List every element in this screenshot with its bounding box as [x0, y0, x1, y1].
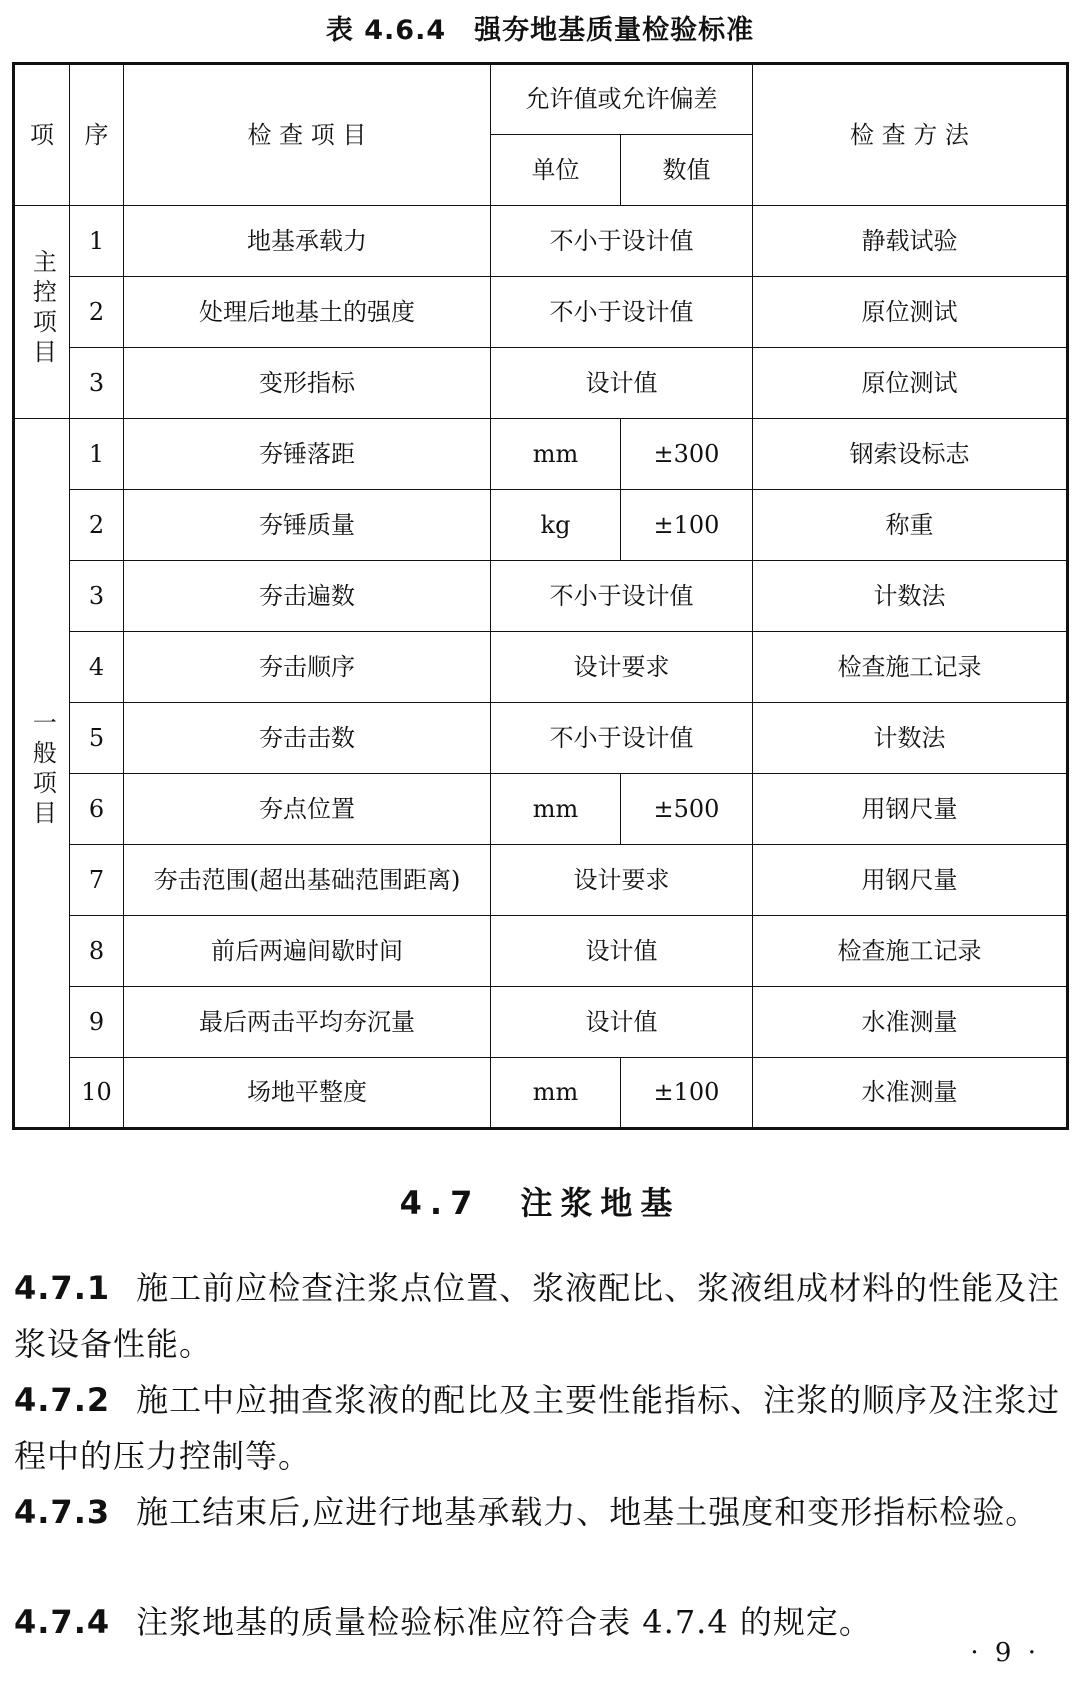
header-row: [14, 64, 1068, 135]
cell-check-item: 夯击顺序: [124, 632, 491, 703]
table-row: [14, 916, 1068, 987]
cell-method: 计数法: [753, 561, 1068, 632]
clause-text: 施工前应检查注浆点位置、浆液配比、浆液组成材料的性能及注浆设备性能。: [14, 1269, 1061, 1363]
table-row: [14, 277, 1068, 348]
cell-unit: mm: [491, 774, 621, 845]
cell-method: 水准测量: [753, 1058, 1068, 1129]
cell-seq: 4: [70, 632, 124, 703]
cell-allowance: 不小于设计值: [491, 277, 753, 348]
header-value: 数值: [621, 135, 753, 206]
cell-check-item: 变形指标: [124, 348, 491, 419]
cell-method: 检查施工记录: [753, 916, 1068, 987]
cell-allowance: 不小于设计值: [491, 561, 753, 632]
header-method: 检 查 方 法: [753, 64, 1068, 206]
cell-allowance: 设计值: [491, 916, 753, 987]
cell-method: 原位测试: [753, 348, 1068, 419]
cell-check-item: 夯点位置: [124, 774, 491, 845]
quality-standard-table: [12, 62, 1069, 1130]
header-allowance: 允许值或允许偏差: [491, 64, 753, 135]
cell-seq: 2: [70, 277, 124, 348]
cell-allowance: 设计要求: [491, 632, 753, 703]
cell-seq: 8: [70, 916, 124, 987]
table-row: [14, 845, 1068, 916]
cell-unit: mm: [491, 1058, 621, 1129]
header-seq: 序: [70, 64, 124, 206]
clause-number: 4.7.3: [14, 1493, 111, 1531]
page-number: · 9 ·: [970, 1638, 1040, 1668]
cell-check-item: 夯击范围(超出基础范围距离): [124, 845, 491, 916]
main-control-label: [14, 206, 70, 419]
clause-number: 4.7.4: [14, 1603, 111, 1641]
clause-number: 4.7.2: [14, 1381, 111, 1419]
header-check-item: 检 查 项 目: [124, 64, 491, 206]
cell-value: ±500: [621, 774, 753, 845]
cell-allowance: 设计要求: [491, 845, 753, 916]
cell-unit: mm: [491, 419, 621, 490]
cell-value: ±100: [621, 490, 753, 561]
cell-allowance: 不小于设计值: [491, 703, 753, 774]
clause-text: 施工中应抽查浆液的配比及主要性能指标、注浆的顺序及注浆过程中的压力控制等。: [14, 1381, 1061, 1475]
clause-number: 4.7.1: [14, 1269, 111, 1307]
cell-method: 静载试验: [753, 206, 1068, 277]
table-row: [14, 774, 1068, 845]
section-title: 4.7 注浆地基: [399, 1184, 681, 1222]
clause-text: 注浆地基的质量检验标准应符合表 4.7.4 的规定。: [136, 1603, 872, 1641]
clause-paragraph: [14, 1484, 1064, 1540]
cell-allowance: 设计值: [491, 987, 753, 1058]
cell-method: 称重: [753, 490, 1068, 561]
cell-seq: 1: [70, 206, 124, 277]
table-row: [14, 987, 1068, 1058]
table-row: [14, 206, 1068, 277]
cell-unit: kg: [491, 490, 621, 561]
cell-seq: 5: [70, 703, 124, 774]
cell-seq: 9: [70, 987, 124, 1058]
cell-value: ±300: [621, 419, 753, 490]
table-row: [14, 490, 1068, 561]
cell-check-item: 夯击击数: [124, 703, 491, 774]
cell-allowance: 设计值: [491, 348, 753, 419]
cell-method: 计数法: [753, 703, 1068, 774]
table-row: [14, 632, 1068, 703]
cell-allowance: 不小于设计值: [491, 206, 753, 277]
cell-seq: 2: [70, 490, 124, 561]
cell-method: 钢索设标志: [753, 419, 1068, 490]
cell-check-item: 夯锤落距: [124, 419, 491, 490]
clause-paragraph: [14, 1372, 1064, 1484]
cell-check-item: 处理后地基土的强度: [124, 277, 491, 348]
header-item: 项: [14, 64, 70, 206]
cell-seq: 6: [70, 774, 124, 845]
cell-check-item: 最后两击平均夯沉量: [124, 987, 491, 1058]
cell-check-item: 场地平整度: [124, 1058, 491, 1129]
table-row: [14, 348, 1068, 419]
table-row: [14, 703, 1068, 774]
general-items-label: [14, 419, 70, 1129]
table-caption: 表 4.6.4 强夯地基质量检验标准: [325, 15, 755, 46]
table-row: [14, 561, 1068, 632]
cell-value: ±100: [621, 1058, 753, 1129]
clause-text: 施工结束后,应进行地基承载力、地基土强度和变形指标检验。: [136, 1493, 1039, 1531]
cell-check-item: 夯击遍数: [124, 561, 491, 632]
header-unit: 单位: [491, 135, 621, 206]
cell-check-item: 前后两遍间歇时间: [124, 916, 491, 987]
cell-seq: 7: [70, 845, 124, 916]
cell-method: 用钢尺量: [753, 845, 1068, 916]
table-row: [14, 1058, 1068, 1129]
main-control-label-text: 主控项目: [28, 248, 57, 369]
general-items-label-text: 一般项目: [28, 709, 57, 830]
cell-method: 检查施工记录: [753, 632, 1068, 703]
clause-paragraph: [14, 1260, 1064, 1372]
cell-seq: 10: [70, 1058, 124, 1129]
cell-check-item: 地基承载力: [124, 206, 491, 277]
cell-check-item: 夯锤质量: [124, 490, 491, 561]
cell-method: 水准测量: [753, 987, 1068, 1058]
cell-seq: 3: [70, 348, 124, 419]
cell-method: 用钢尺量: [753, 774, 1068, 845]
clause-paragraph: [14, 1594, 1064, 1650]
cell-method: 原位测试: [753, 277, 1068, 348]
cell-seq: 3: [70, 561, 124, 632]
cell-seq: 1: [70, 419, 124, 490]
table-row: [14, 419, 1068, 490]
